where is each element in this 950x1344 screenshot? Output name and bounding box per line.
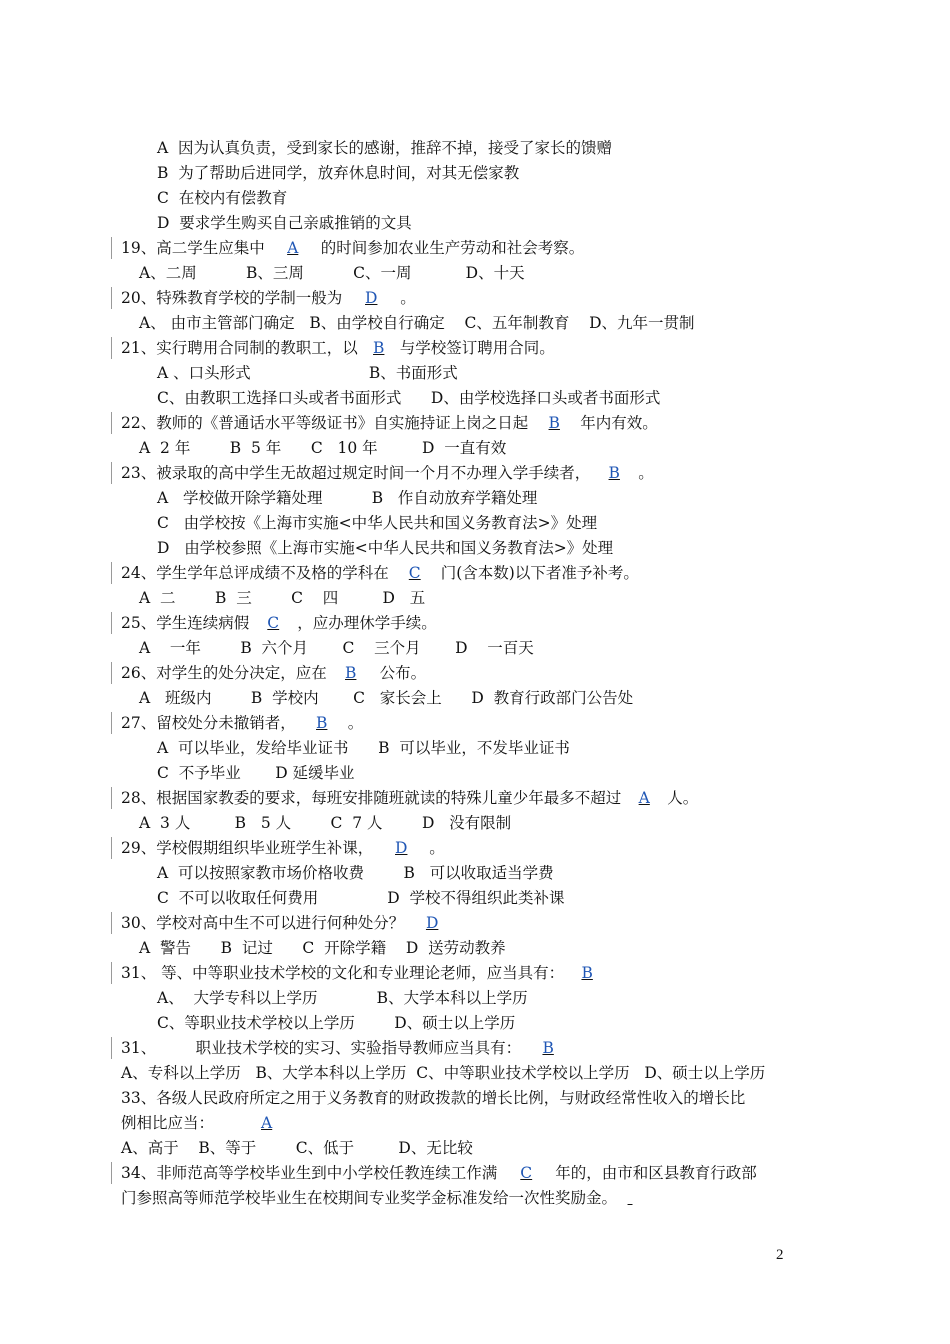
text-line (0, 1161, 950, 1185)
line-text (139, 936, 506, 960)
line-text-start: A、 大学专科以上学历 B、大学本科以上学历 (157, 989, 528, 1007)
line-text (157, 136, 612, 160)
line-text (121, 461, 654, 485)
line-text-start: 20、特殊教育学校的学制一般为 (121, 289, 343, 307)
line-text-start: 27、留校处分未撤销者， (121, 714, 296, 732)
margin-revision-bar (111, 612, 112, 634)
answer-blank (617, 1186, 643, 1210)
answer-blank: D (365, 289, 378, 307)
text-line (0, 886, 950, 910)
text-line (0, 611, 950, 635)
text-line (0, 161, 950, 185)
text-line (0, 461, 950, 485)
line-text-start: 23、被录取的高中学生无故超过规定时间一个月不办理入学手续者， (121, 464, 591, 482)
line-text-start: A 可以毕业，发给毕业证书 B 可以毕业，不发毕业证书 (157, 739, 570, 757)
line-text-end: 与学校签订聘用合同。 (399, 339, 555, 357)
line-text-start: 31、 职业技术学校的实习、实验指导教师应当具有： (121, 1039, 522, 1057)
text-line (0, 511, 950, 535)
margin-revision-bar (111, 662, 112, 684)
line-text-end: 公布。 (374, 664, 427, 682)
text-line (0, 661, 950, 685)
text-line (0, 1111, 950, 1135)
text-line (0, 911, 950, 935)
text-line (0, 286, 950, 310)
line-text-start: A 可以按照家教市场价格收费 B 可以收取适当学费 (157, 864, 554, 882)
line-text (157, 861, 554, 885)
line-text-start: 门参照高等师范学校毕业生在校期间专业奖学金标准发给一次性奖励金。 (121, 1189, 618, 1207)
text-line (0, 1036, 950, 1060)
text-line (0, 311, 950, 335)
answer-blank: D (425, 914, 439, 932)
text-line (0, 786, 950, 810)
line-text (157, 361, 458, 385)
margin-revision-bar (111, 1162, 112, 1184)
line-text (157, 1011, 515, 1035)
line-text-start: A 一年 B 六个月 C 三个月 D 一百天 (139, 639, 534, 657)
line-text-start: C 不可以收取任何费用 D 学校不得组织此类补课 (157, 889, 565, 907)
line-text-start: A、二周 B、三周 C、一周 D、十天 (139, 264, 525, 282)
text-line (0, 136, 950, 160)
line-text (157, 536, 613, 560)
line-text-start: C、等职业技术学校以上学历 D、硕士以上学历 (157, 1014, 516, 1032)
text-line (0, 1086, 950, 1110)
line-text (139, 436, 506, 460)
answer-blank: D (395, 839, 408, 857)
line-text (121, 836, 445, 860)
line-text (139, 586, 425, 610)
line-text (157, 986, 528, 1010)
line-text (121, 561, 639, 585)
line-text (139, 311, 695, 335)
line-text-end: 。 (638, 464, 654, 482)
answer-blank: B (542, 1039, 554, 1057)
line-text (157, 511, 597, 535)
line-text (121, 1136, 473, 1160)
line-text (139, 686, 633, 710)
line-text (121, 236, 584, 260)
text-line (0, 186, 950, 210)
line-text-start: C 在校内有偿教育 (157, 189, 288, 207)
line-text (121, 661, 426, 685)
margin-revision-bar (111, 1037, 112, 1059)
line-text-start: A 3 人 B 5 人 C 7 人 D 没有限制 (139, 814, 512, 832)
line-text (121, 1036, 575, 1060)
text-line (0, 436, 950, 460)
text-line (0, 686, 950, 710)
line-text-start: A 、口头形式 B、书面形式 (157, 364, 458, 382)
answer-blank: A (287, 239, 299, 257)
text-line (0, 736, 950, 760)
line-text-start: 24、学生学年总评成绩不及格的学科在 (121, 564, 389, 582)
text-line (0, 1061, 950, 1085)
line-text-start: A 二 B 三 C 四 D 五 (139, 589, 426, 607)
line-text (121, 1161, 757, 1185)
line-text-start: 29、学校假期组织毕业班学生补课， (121, 839, 374, 857)
line-text-start: D 由学校参照《上海市实施<中华人民共和国义务教育法>》处理 (157, 539, 614, 557)
line-text (157, 161, 519, 185)
text-line (0, 836, 950, 860)
text-line (0, 1136, 950, 1160)
line-text-start: 26、对学生的处分决定，应在 (121, 664, 327, 682)
line-text (121, 611, 437, 635)
answer-blank: C (408, 564, 421, 582)
line-text-start: A 2 年 B 5 年 C 10 年 D 一直有效 (139, 439, 507, 457)
line-text (157, 386, 660, 410)
text-line (0, 411, 950, 435)
text-line (0, 811, 950, 835)
margin-revision-bar (111, 337, 112, 359)
line-text-end: 。 (347, 714, 364, 732)
text-line (0, 1186, 950, 1210)
line-text-start: 22、教师的《普通话水平等级证书》自实施持证上岗之日起 (121, 414, 529, 432)
text-line (0, 211, 950, 235)
line-text (157, 211, 412, 235)
line-text-start: A 因为认真负责，受到家长的感谢，推辞不掉，接受了家长的馈赠 (157, 139, 613, 157)
line-text-start: 19、高二学生应集中 (121, 239, 265, 257)
line-text-start: 33、各级人民政府所定之用于义务教育的财政拨款的增长比例，与财政经常性收入的增长比 (121, 1089, 746, 1107)
text-line (0, 986, 950, 1010)
answer-blank: B (373, 339, 385, 357)
line-text (157, 886, 564, 910)
line-text-start: 例相比应当： (121, 1114, 239, 1132)
answer-blank: A (638, 789, 650, 807)
text-line (0, 486, 950, 510)
text-line (0, 961, 950, 985)
line-text (157, 736, 570, 760)
line-text-end: 人。 (667, 789, 699, 807)
line-text-start: A、 由市主管部门确定 B、由学校自行确定 C、五年制教育 D、九年一贯制 (139, 314, 695, 332)
answer-blank: B (548, 414, 560, 432)
line-text-end: 门(含本数)以下者准予补考。 (440, 564, 639, 582)
line-text (121, 1111, 295, 1135)
line-text (139, 261, 525, 285)
line-text (139, 811, 511, 835)
answer-blank: B (345, 664, 357, 682)
text-line (0, 261, 950, 285)
line-text-start: C 不予毕业 D 延缓毕业 (157, 764, 355, 782)
margin-revision-bar (111, 412, 112, 434)
line-text (121, 336, 555, 360)
line-text (121, 961, 610, 985)
text-line (0, 711, 950, 735)
text-line (0, 1011, 950, 1035)
margin-revision-bar (111, 287, 112, 309)
line-text-start: 30、学校对高中生不可以进行何种处分？ (121, 914, 410, 932)
answer-blank: A (261, 1114, 273, 1132)
line-text-start: A 警告 B 记过 C 开除学籍 D 送劳动教养 (139, 939, 506, 957)
margin-revision-bar (111, 837, 112, 859)
line-text (121, 1186, 643, 1210)
line-text-start: A、专科以上学历 B、大学本科以上学历 C、中等职业技术学校以上学历 D、硕士以上学历 (121, 1064, 766, 1082)
line-text (157, 186, 287, 210)
margin-revision-bar (111, 462, 112, 484)
text-line (0, 936, 950, 960)
text-line (0, 386, 950, 410)
line-text (157, 761, 355, 785)
line-text-end: 。 (429, 839, 445, 857)
line-text-start: 34、非师范高等学校毕业生到中小学校任教连续工作满 (121, 1164, 498, 1182)
line-text-start: C、由教职工选择口头或者书面形式 D、由学校选择口头或者书面形式 (157, 389, 661, 407)
line-text-end: 的时间参加农业生产劳动和社会考察。 (320, 239, 585, 257)
line-text-end: ，应办理休学手续。 (297, 614, 437, 632)
line-text (121, 411, 658, 435)
line-text-end: 年内有效。 (580, 414, 658, 432)
line-text-start: A 学校做开除学籍处理 B 作自动放弃学籍处理 (157, 489, 538, 507)
text-line (0, 586, 950, 610)
line-text (121, 911, 455, 935)
line-text (121, 711, 363, 735)
text-line (0, 636, 950, 660)
answer-blank: B (316, 714, 328, 732)
line-text-end: 。 (400, 289, 416, 307)
text-line (0, 361, 950, 385)
line-text (121, 786, 698, 810)
line-text-start: C 由学校按《上海市实施<中华人民共和国义务教育法>》处理 (157, 514, 598, 532)
line-text-start: 28、根据国家教委的要求，每班安排随班就读的特殊儿童少年最多不超过 (121, 789, 622, 807)
text-line (0, 236, 950, 260)
line-text-start: 25、学生连续病假 (121, 614, 250, 632)
text-line (0, 561, 950, 585)
line-text (139, 636, 534, 660)
line-text-end: 年的，由市和区县教育行政部 (555, 1164, 757, 1182)
margin-revision-bar (111, 912, 112, 934)
line-text-start: A 班级内 B 学校内 C 家长会上 D 教育行政部门公告处 (139, 689, 634, 707)
line-text-start: B 为了帮助后进同学，放弃休息时间，对其无偿家教 (157, 164, 520, 182)
line-text (157, 486, 537, 510)
margin-revision-bar (111, 237, 112, 259)
line-text (121, 1086, 745, 1110)
answer-blank: C (267, 614, 280, 632)
line-text (121, 1061, 765, 1085)
margin-revision-bar (111, 562, 112, 584)
answer-blank: B (608, 464, 620, 482)
margin-revision-bar (111, 787, 112, 809)
answer-blank: C (520, 1164, 533, 1182)
margin-revision-bar (111, 962, 112, 984)
answer-blank: B (581, 964, 593, 982)
line-text (121, 286, 416, 310)
line-text-start: 21、实行聘用合同制的教职工，以 (121, 339, 358, 357)
text-line (0, 861, 950, 885)
text-line (0, 761, 950, 785)
margin-revision-bar (111, 712, 112, 734)
line-text-start: D 要求学生购买自己亲戚推销的文具 (157, 214, 412, 232)
page-number: 2 (776, 1247, 784, 1263)
text-line (0, 336, 950, 360)
text-line (0, 536, 950, 560)
line-text-start: 31、 等、中等职业技术学校的文化和专业理论老师，应当具有： (121, 964, 565, 982)
line-text-start: A、高于 B、等于 C、低于 D、无比较 (121, 1139, 473, 1157)
